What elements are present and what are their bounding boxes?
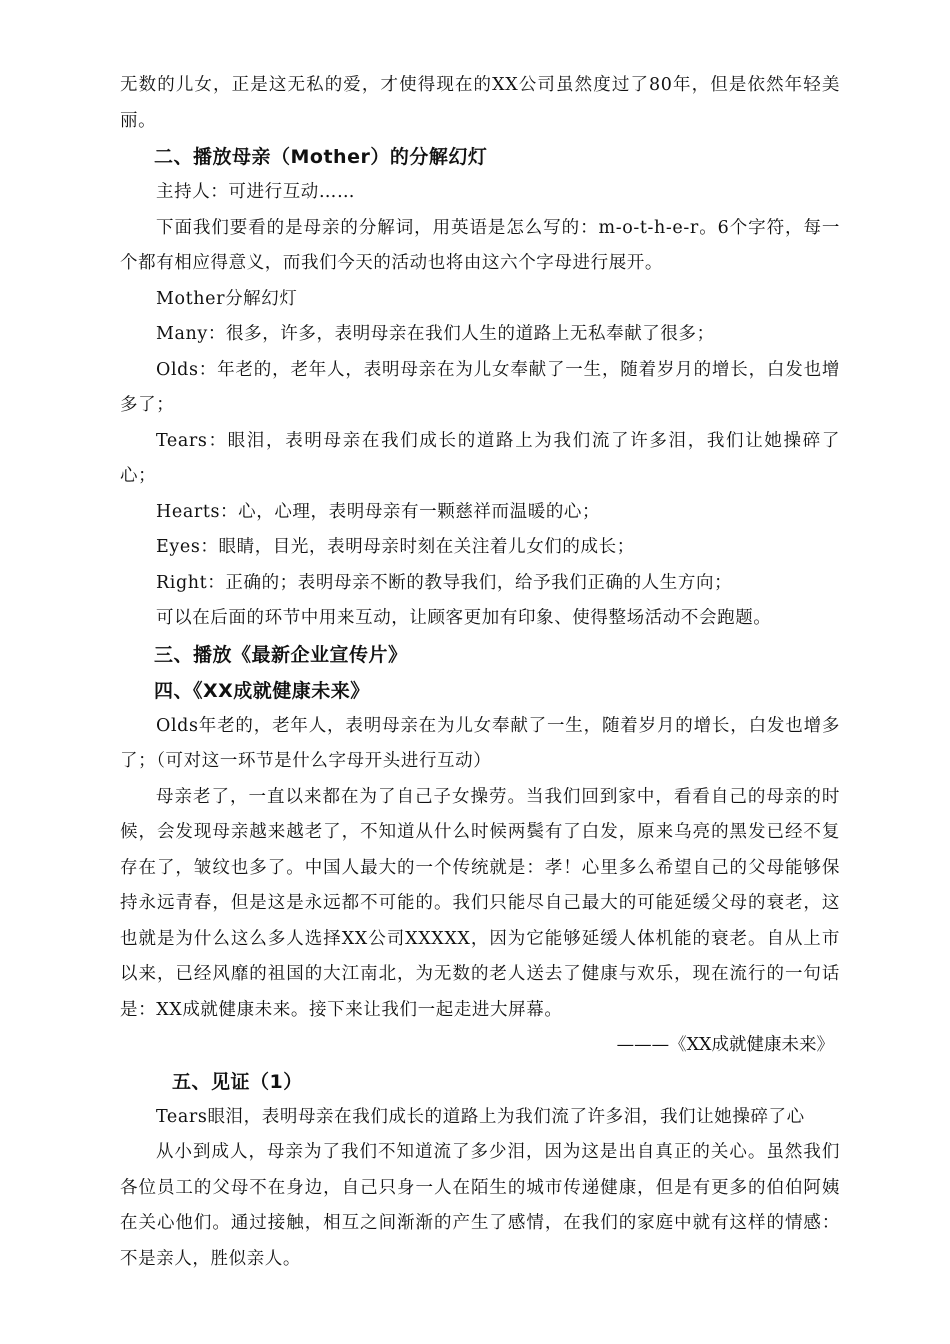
paragraph-olds-2: Olds年老的，老年人，表明母亲在为儿女奉献了一生，随着岁月的增长，白发也增多了；（可对这一环节是什么字母开头进行互动） [120, 715, 840, 771]
paragraph-signoff: ———《XX成就健康未来》 [616, 1035, 834, 1055]
paragraph-many: Many：很多，许多，表明母亲在我们人生的道路上无私奉献了很多； [156, 324, 715, 344]
paragraph-tears: Tears：眼泪，表明母亲在我们成长的道路上为我们流了许多泪，我们让她操碎了心； [120, 430, 840, 486]
paragraph-mother-old: 母亲老了，一直以来都在为了自己子女操劳。当我们回到家中，看看自己的母亲的时候，会发现母亲越来越老了，不知道从什么时候两鬓有了白发，原来乌亮的黑发已经不复存在了，皱纹也多了。中国人最大的一个传统就是：孝！心里多么希望自己的父母能够保持永远青春，但是这是永远都不可能的。我们只能尽自己最大的可能延缓父母的衰老，这也就是为什么这么多人选择XX公司XXXXX，因为它能够延缓人体机能的衰老。自从上市以来，已经风靡的祖国的大江南北，为无数的老人送去了健康与欢乐，现在流行的一句话是：XX成就健康未来。接下来让我们一起走进大屏幕。 [120, 786, 840, 1020]
paragraph-tears-2: Tears眼泪，表明母亲在我们成长的道路上为我们流了许多泪，我们让她操碎了心 [156, 1106, 805, 1127]
paragraph-slides-title: Mother分解幻灯 [156, 288, 298, 309]
paragraph-witness: 从小到成人，母亲为了我们不知道流了多少泪，因为这是出自真正的关心。虽然我们各位员工的父母不在身边，自己只身一人在陌生的城市传递健康，但是有更多的伯伯阿姨在关心他们。通过接触，相互之间渐渐的产生了感情，在我们的家庭中就有这样的情感：不是亲人，胜似亲人。 [120, 1142, 840, 1269]
document-page [120, 68, 840, 1277]
paragraph-eyes: Eyes：眼睛，目光，表明母亲时刻在关注着儿女们的成长； [156, 537, 635, 557]
section-heading-3: 三、播放《最新企业宣传片》 [154, 643, 408, 666]
section-heading-5: 五、见证（1） [172, 1070, 303, 1093]
paragraph-mother-intro: 下面我们要看的是母亲的分解词，用英语是怎么写的：m-o-t-h-e-r。6个字符，每一个都有相应得意义，而我们今天的活动也将由这六个字母进行展开。 [120, 217, 840, 273]
paragraph-right: Right：正确的；表明母亲不断的教导我们，给予我们正确的人生方向； [156, 572, 733, 593]
paragraph-interaction-note: 可以在后面的环节中用来互动，让顾客更加有印象、使得整场活动不会跑题。 [156, 608, 772, 628]
paragraph-olds: Olds：年老的，老年人，表明母亲在为儿女奉献了一生，随着岁月的增长，白发也增多了； [120, 359, 840, 415]
paragraph-host: 主持人：可进行互动…… [156, 182, 356, 202]
paragraph-continuation: 无数的儿女，正是这无私的爱，才使得现在的XX公司虽然度过了80年，但是依然年轻美丽。 [120, 75, 840, 131]
paragraph-hearts: Hearts：心，心理，表明母亲有一颗慈祥而温暖的心； [156, 501, 601, 522]
section-heading-4: 四、《XX成就健康未来》 [154, 679, 370, 702]
section-heading-2: 二、播放母亲（Mother）的分解幻灯 [154, 146, 488, 168]
